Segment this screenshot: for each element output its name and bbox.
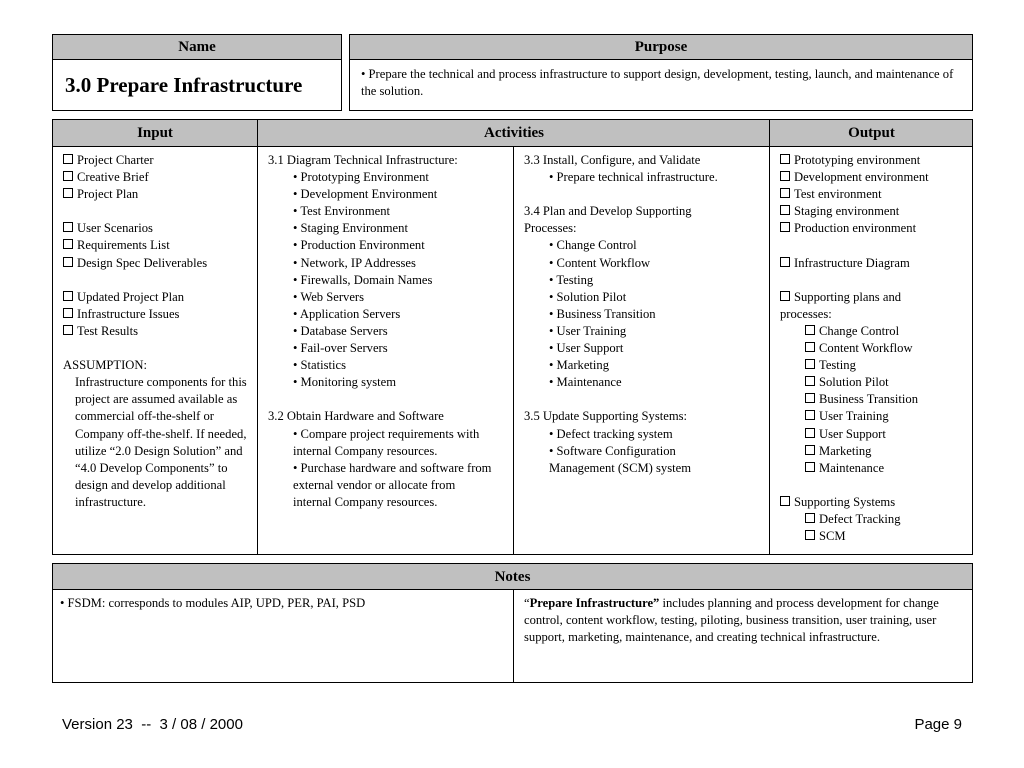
list-item: • Testing <box>549 272 594 287</box>
list-item: Marketing <box>780 443 966 460</box>
section-3-3-title: 3.3 Install, Configure, and Validate <box>524 153 701 167</box>
list-item: • Change Control <box>549 238 637 253</box>
list-item: • Database Servers <box>293 323 388 338</box>
list-item: • Maintenance <box>549 375 622 390</box>
section-3-4-title: 3.4 Plan and Develop Supporting Processes: <box>524 204 692 236</box>
list-item: Defect Tracking <box>780 511 966 528</box>
list-item: Updated Project Plan <box>63 289 251 306</box>
list-item: • User Training <box>549 323 627 338</box>
list-item: Change Control <box>780 323 966 340</box>
list-item: User Training <box>780 408 966 425</box>
version-footer: Version 23 -- 3 / 08 / 2000 <box>62 716 243 733</box>
name-header: Name <box>53 35 341 60</box>
notes-left <box>53 590 513 682</box>
list-item: Development environment <box>780 169 966 186</box>
activities-right-column <box>513 147 769 554</box>
list-item: User Scenarios <box>63 220 251 237</box>
list-item: • Fail-over Servers <box>293 341 388 356</box>
page-number: Page 9 <box>914 716 962 733</box>
assumption-text: Infrastructure components for this project are assumed available as commercial off-the-shelf or Company off-the-shelf. If needed, utilize “2.0 Design Solution” and “4.0 Develop Components” to design and develop additional infrastructure. <box>75 375 247 509</box>
list-item: • Content Workflow <box>549 255 651 270</box>
list-item: Project Plan <box>63 186 251 203</box>
list-item: Test environment <box>780 186 966 203</box>
list-item: Content Workflow <box>780 340 966 357</box>
list-item: • Test Environment <box>293 204 391 219</box>
notes-open-quote: “ <box>524 596 530 610</box>
list-item: Requirements List <box>63 237 251 254</box>
assumption-label: ASSUMPTION: <box>63 358 147 373</box>
list-item: • Application Servers <box>293 306 401 321</box>
list-item: Production environment <box>780 220 966 237</box>
list-item: • Production Environment <box>293 238 425 253</box>
list-item: • Web Servers <box>293 289 365 304</box>
list-item: • Purchase hardware and software from external vendor or allocate from internal Company resources. <box>293 460 492 509</box>
list-item: Maintenance <box>780 460 966 477</box>
supporting-systems-label: Supporting Systems <box>780 494 966 511</box>
name-box <box>52 34 342 111</box>
list-item: Infrastructure Issues <box>63 306 251 323</box>
list-item: • Compare project requirements with internal Company resources. <box>293 426 480 458</box>
list-item: • Prepare technical infrastructure. <box>549 170 718 185</box>
list-item: SCM <box>780 528 966 545</box>
notes-right-text: includes planning and process development for change control, content workflow, testing, piloting, business transition, user training, user support, marketing, maintenance, and creating technical infrastructure. <box>524 596 939 645</box>
list-item: • Statistics <box>293 358 347 373</box>
activities-left-column <box>257 147 513 554</box>
list-item: • Firewalls, Domain Names <box>293 272 433 287</box>
notes-left-text: • FSDM: corresponds to modules AIP, UPD, PER, PAI, PSD <box>60 596 366 610</box>
list-item: Project Charter <box>63 152 251 169</box>
activity-table <box>52 119 973 555</box>
list-item: Design Spec Deliverables <box>63 255 251 272</box>
list-item: • Staging Environment <box>293 221 408 236</box>
section-3-1-title: 3.1 Diagram Technical Infrastructure: <box>268 153 458 167</box>
list-item: • Business Transition <box>549 306 656 321</box>
list-item: Solution Pilot <box>780 374 966 391</box>
notes-right <box>513 590 972 682</box>
purpose-text: • Prepare the technical and process infrastructure to support design, development, testing, launch, and maintenance of the solution. <box>361 67 954 99</box>
notes-box <box>52 563 973 683</box>
section-3-2-title: 3.2 Obtain Hardware and Software <box>268 409 444 424</box>
purpose-header: Purpose <box>350 35 972 60</box>
list-item: User Support <box>780 426 966 443</box>
section-3-5-title: 3.5 Update Supporting Systems: <box>524 409 688 424</box>
page-title: 3.0 Prepare Infrastructure <box>65 73 303 97</box>
list-item: • Defect tracking system <box>549 426 673 441</box>
list-item: • Prototyping Environment <box>293 170 429 185</box>
list-item: • Development Environment <box>293 187 438 202</box>
list-item: • User Support <box>549 341 624 356</box>
list-item: • Software Configuration Management (SCM) system <box>549 443 692 475</box>
purpose-box <box>349 34 973 111</box>
list-item: Staging environment <box>780 203 966 220</box>
notes-bold-term: Prepare Infrastructure” <box>529 596 660 610</box>
input-column <box>53 147 257 554</box>
list-item: Infrastructure Diagram <box>780 255 966 272</box>
output-header: Output <box>769 120 973 146</box>
input-header: Input <box>137 125 173 141</box>
supporting-plans-label: Supporting plans and processes: <box>780 289 930 323</box>
list-item: • Monitoring system <box>293 375 397 390</box>
list-item: • Marketing <box>549 358 610 373</box>
list-item: Business Transition <box>780 391 966 408</box>
list-item: Testing <box>780 357 966 374</box>
list-item: Test Results <box>63 323 251 340</box>
output-column <box>769 147 972 554</box>
activities-header: Activities <box>257 120 770 146</box>
list-item: • Network, IP Addresses <box>293 255 416 270</box>
list-item: Prototyping environment <box>780 152 966 169</box>
list-item: Creative Brief <box>63 169 251 186</box>
table-header-row <box>53 120 972 147</box>
notes-header: Notes <box>53 564 972 590</box>
list-item: • Solution Pilot <box>549 289 627 304</box>
